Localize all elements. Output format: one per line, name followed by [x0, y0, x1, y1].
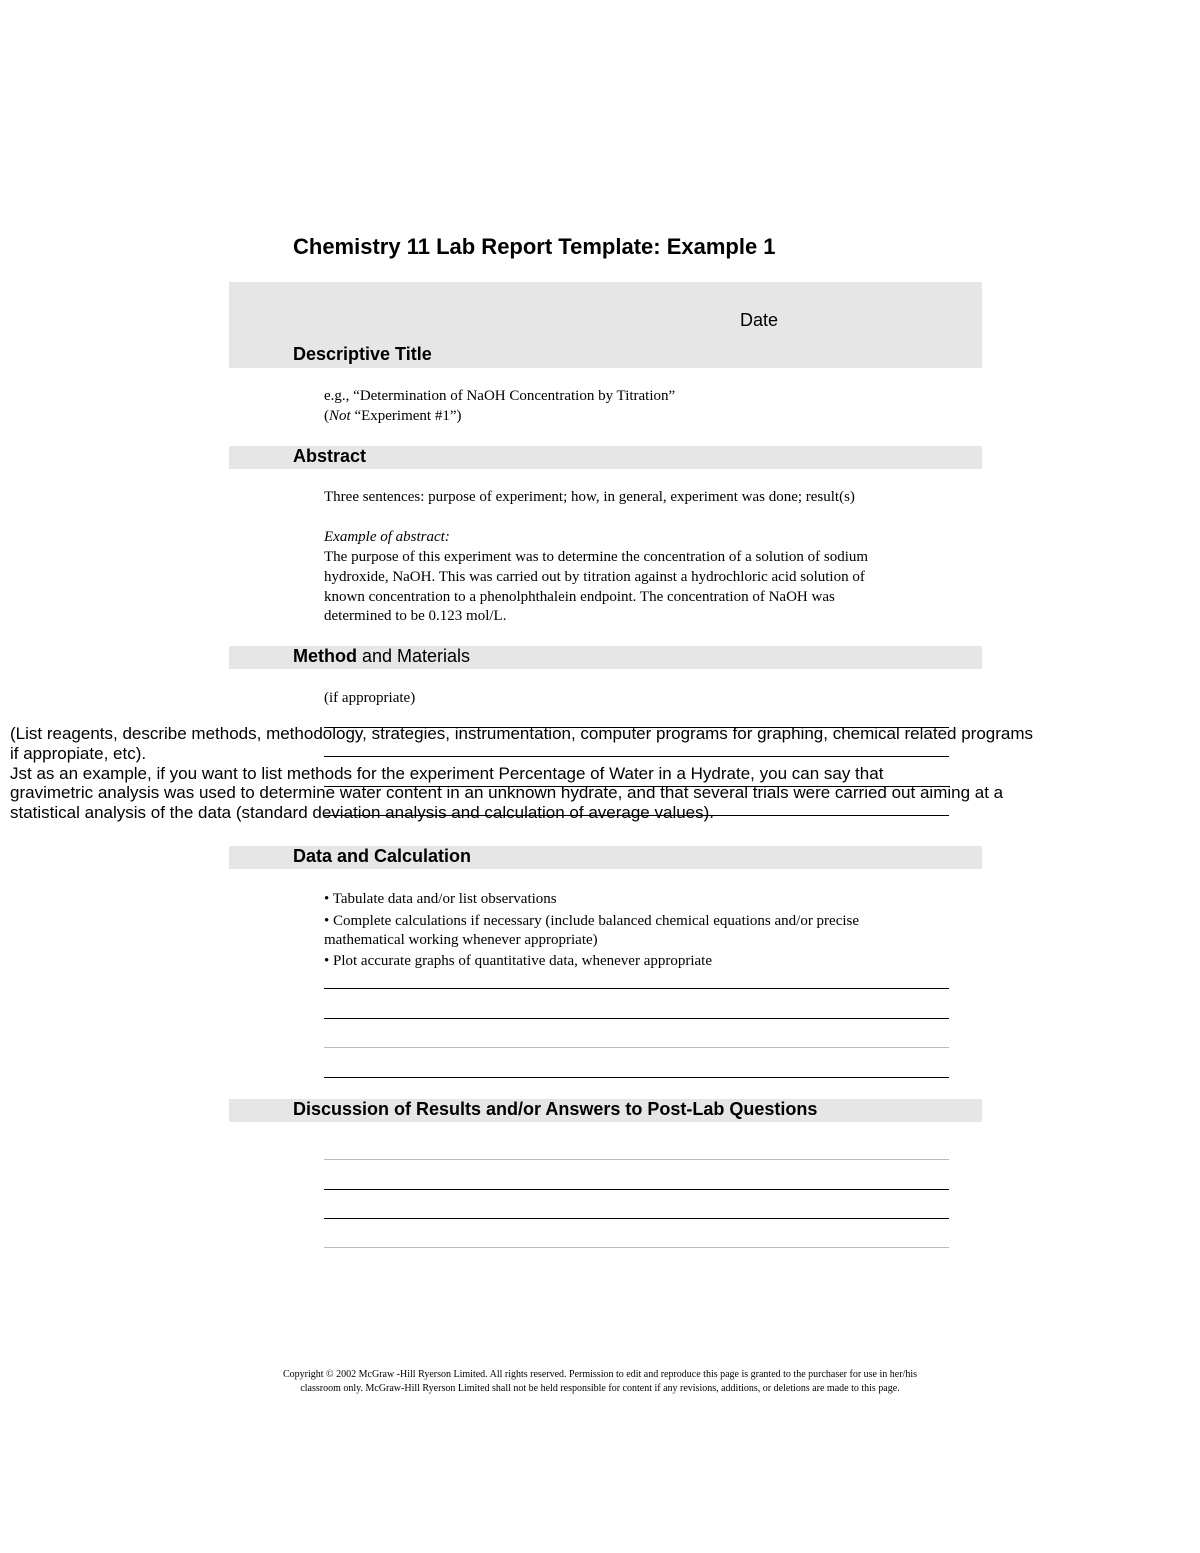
data-calc-bullet: • Plot accurate graphs of quantitative data, whenever appropriate [324, 953, 713, 969]
copyright-line: classroom only. McGraw-Hill Ryerson Limited shall not be held responsible for content if any revisions, additions, or deletions are made to this page. [300, 1383, 900, 1394]
method-overlay-line: (List reagents, describe methods, methodology, strategies, instrumentation, computer programs for graphing, chemical related programs [10, 724, 1034, 743]
document-title: Chemistry 11 Lab Report Template: Example 1 [293, 234, 776, 259]
copyright-line: Copyright © 2002 McGraw -Hill Ryerson Limited. All rights reserved. Permission to edit and reproduce this page is granted to the purchaser for use in her/his [282, 1369, 917, 1380]
discussion-heading: Discussion of Results and/or Answers to Post-Lab Questions [293, 1099, 818, 1119]
answer-line [324, 1247, 949, 1248]
method-overlay-line: Jst as an example, if you want to list methods for the experiment Percentage of Water in a Hydrate, you can say that [10, 764, 884, 783]
answer-line [324, 1159, 949, 1160]
answer-line [324, 1189, 949, 1190]
method-overlay-line: gravimetric analysis was used to determine water content in an unknown hydrate, and that several trials were carried out aiming at a [10, 783, 1004, 802]
data-calc-bullet: • Complete calculations if necessary (include balanced chemical equations and/or precise [324, 913, 860, 929]
date-label: Date [740, 310, 779, 330]
data-calc-heading: Data and Calculation [293, 846, 472, 866]
answer-line [324, 1047, 949, 1048]
method-overlay-line: if appropiate, etc). [10, 744, 147, 763]
abstract-example-line: The purpose of this experiment was to determine the concentration of a solution of sodium [324, 549, 869, 565]
answer-line [324, 756, 949, 757]
abstract-example-line: determined to be 0.123 mol/L. [324, 608, 507, 624]
data-calc-bullet-continued: mathematical working whenever appropriate) [324, 932, 598, 948]
method-heading: Method and Materials [293, 646, 471, 666]
answer-line [324, 1218, 949, 1219]
data-calc-bullet: • Tabulate data and/or list observations [324, 891, 557, 907]
answer-line [324, 1018, 949, 1019]
title-counterexample: (Not “Experiment #1”) [324, 408, 462, 424]
answer-line [324, 1077, 949, 1078]
abstract-example-line: known concentration to a phenolphthalein endpoint. The concentration of NaOH was [324, 589, 835, 605]
method-note: (if appropriate) [324, 690, 416, 706]
abstract-example-line: hydroxide, NaOH. This was carried out by titration against a hydrochloric acid solution of [324, 569, 865, 585]
method-overlay-line: statistical analysis of the data (standard deviation analysis and calculation of average values). [10, 803, 715, 822]
answer-line [324, 988, 949, 989]
abstract-heading: Abstract [293, 446, 367, 466]
descriptive-title-heading: Descriptive Title [293, 344, 432, 364]
abstract-example-label: Example of abstract: [324, 529, 450, 545]
title-example: e.g., “Determination of NaOH Concentration by Titration” [324, 388, 676, 404]
abstract-instruction: Three sentences: purpose of experiment; how, in general, experiment was done; result(s) [324, 489, 855, 505]
